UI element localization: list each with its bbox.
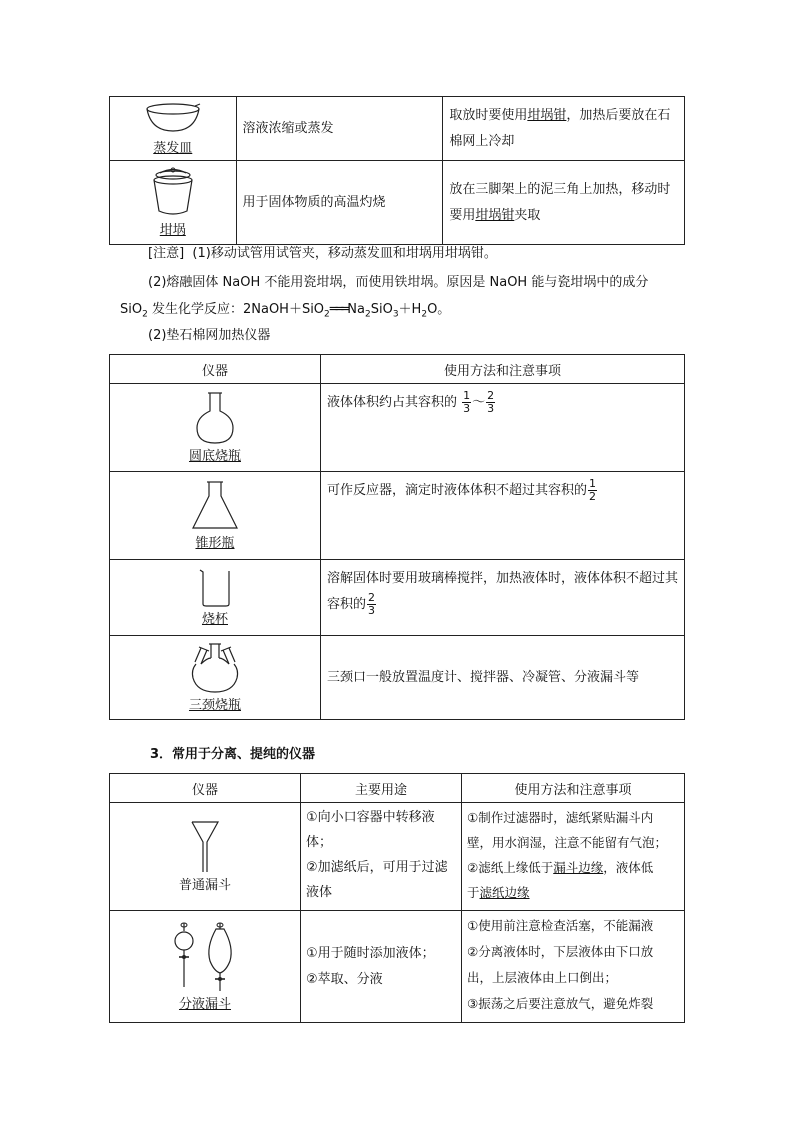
- table-row: [110, 472, 685, 560]
- notes-underlined: 漏斗边缘: [553, 860, 604, 875]
- fraction-den: 2: [589, 490, 597, 503]
- column-header: 仪器: [110, 774, 301, 803]
- notes-tool: 坩埚钳: [475, 207, 515, 223]
- table-row: [110, 803, 685, 911]
- usage-line: 液体: [306, 885, 333, 900]
- usage-line: ①向小口容器中转移液: [306, 810, 435, 825]
- fraction-den: 3: [368, 604, 376, 617]
- instrument-name: 分液漏斗: [178, 997, 231, 1012]
- instrument-name: 锥形瓶: [195, 536, 235, 551]
- instrument-cell: [110, 161, 237, 245]
- note-label: [注意]: [148, 246, 185, 261]
- table-row: [110, 911, 685, 1023]
- notes-line: ③振荡之后要注意放气，避免炸裂: [467, 996, 654, 1011]
- usage-line: ②加滤纸后，可用于过滤: [306, 860, 448, 875]
- funnel-icon: [110, 820, 300, 874]
- formula-sub: 2: [421, 309, 428, 320]
- instrument-cell: [110, 911, 301, 1023]
- note-line-3: [120, 300, 450, 325]
- usage-line: ②萃取、分液: [306, 971, 383, 987]
- notes-text: 夹取: [514, 207, 541, 223]
- crucible-icon: [110, 167, 236, 219]
- formula-sub: 2: [324, 309, 330, 320]
- equation-sign: ═══: [329, 302, 348, 317]
- table-header-row: [110, 774, 685, 803]
- table-header-row: [110, 355, 685, 384]
- table-separation: [109, 773, 685, 1023]
- notes-cell: [462, 911, 685, 1023]
- notes-underlined: 滤纸边缘: [479, 885, 530, 900]
- usage-cell: 溶液浓缩或蒸发: [236, 97, 443, 161]
- fraction: [588, 478, 597, 503]
- notes-text: ②滤纸上缘低于: [467, 860, 554, 875]
- notes-text: 于: [467, 885, 480, 900]
- separatory-funnel-icon: [110, 921, 300, 993]
- table-heating-direct: [109, 96, 685, 245]
- fraction-num: 1: [463, 389, 471, 402]
- table-row: [110, 97, 685, 161]
- notes-text: 可作反应器，滴定时液体体积不超过其容积的: [327, 483, 588, 498]
- notes-line: 壁，用水润湿，注意不能留有气泡；: [467, 835, 668, 850]
- fraction-num: 1: [589, 477, 597, 490]
- note-line-1: [148, 244, 497, 264]
- formula-part: SiO: [120, 302, 143, 317]
- formula-sub: 3: [392, 309, 399, 320]
- instrument-cell: [110, 636, 321, 720]
- round-bottom-flask-icon: [110, 391, 320, 445]
- notes-cell: [443, 161, 685, 245]
- usage-cell: [301, 911, 462, 1023]
- formula-part: 发生化学反应：2NaOH＋SiO: [147, 302, 325, 317]
- notes-line: [467, 880, 679, 905]
- notes-text: ，加热后要放在石棉网上冷却: [449, 107, 671, 149]
- instrument-name: 圆底烧瓶: [188, 449, 241, 464]
- notes-text: ，液体低: [603, 860, 654, 875]
- formula-part: ＋H: [398, 302, 422, 317]
- three-neck-flask-icon: [110, 642, 320, 694]
- notes-cell: [321, 384, 685, 472]
- range-sign: ～: [472, 395, 486, 410]
- instrument-cell: [110, 384, 321, 472]
- instrument-name: 蒸发皿: [153, 141, 193, 156]
- column-header: 仪器: [110, 355, 321, 384]
- notes-line: ②分离液体时，下层液体由下口放: [467, 944, 654, 959]
- formula-part: O。: [427, 302, 451, 317]
- table-row: [110, 560, 685, 636]
- notes-text: 溶解固体时要用玻璃棒搅拌，加热液体时，液体体积不超过其容积的: [327, 571, 679, 612]
- instrument-cell: [110, 472, 321, 560]
- notes-text: 取放时要使用: [449, 107, 528, 123]
- table-asbestos-heating: [109, 354, 685, 720]
- usage-line: 体；: [306, 835, 333, 850]
- evaporating-dish-icon: [110, 101, 236, 137]
- fraction-num: 2: [368, 591, 376, 604]
- notes-line: [467, 855, 679, 880]
- notes-line: ①制作过滤器时，滤纸紧贴漏斗内: [467, 810, 654, 825]
- instrument-name: 坩埚: [159, 223, 186, 238]
- column-header: 主要用途: [301, 774, 462, 803]
- notes-cell: [443, 97, 685, 161]
- usage-cell: 用于固体物质的高温灼烧: [236, 161, 443, 245]
- note-text: (1)移动试管用试管夹，移动蒸发皿和坩埚用坩埚钳。: [192, 246, 497, 261]
- table-row: [110, 161, 685, 245]
- table-row: [110, 636, 685, 720]
- instrument-name: 普通漏斗: [178, 878, 231, 893]
- conical-flask-icon: [110, 480, 320, 532]
- note-line-2: (2)熔融固体 NaOH 不能用瓷坩埚，而使用铁坩埚。原因是 NaOH 能与瓷坩埚中的成分: [148, 275, 649, 290]
- usage-cell: [301, 803, 462, 911]
- table-row: [110, 384, 685, 472]
- column-header: 使用方法和注意事项: [321, 355, 685, 384]
- formula-sub: 2: [364, 309, 371, 320]
- notes-line: 出，上层液体由上口倒出；: [467, 970, 618, 985]
- column-header: 使用方法和注意事项: [462, 774, 685, 803]
- notes-cell: [321, 560, 685, 636]
- notes-text: 液体体积约占其容积的: [327, 395, 458, 410]
- section-heading: (2)垫石棉网加热仪器: [148, 328, 271, 343]
- formula-part: SiO: [370, 302, 393, 317]
- formula-sub: 2: [142, 309, 148, 320]
- instrument-cell: [110, 97, 237, 161]
- notes-cell: [462, 803, 685, 911]
- fraction-den: 3: [463, 402, 471, 415]
- fraction: [462, 390, 471, 415]
- beaker-icon: [110, 568, 320, 608]
- notes-line: ①使用前注意检查活塞，不能漏液: [467, 918, 654, 933]
- notes-cell: 三颈口一般放置温度计、搅拌器、冷凝管、分液漏斗等: [321, 636, 685, 720]
- instrument-cell: [110, 560, 321, 636]
- notes-tool: 坩埚钳: [527, 107, 567, 123]
- fraction: [367, 592, 376, 617]
- formula-part: Na: [347, 302, 365, 317]
- instrument-name: 三颈烧瓶: [188, 698, 241, 713]
- fraction-den: 3: [487, 402, 495, 415]
- fraction-num: 2: [487, 389, 495, 402]
- notes-cell: [321, 472, 685, 560]
- section-heading: 3．常用于分离、提纯的仪器: [150, 747, 316, 762]
- instrument-cell: [110, 803, 301, 911]
- notes-text: 放在三脚架上的泥三角上加热，移动时要用: [449, 181, 671, 223]
- usage-line: ①用于随时添加液体；: [306, 945, 435, 961]
- instrument-name: 烧杯: [201, 612, 228, 627]
- fraction: [486, 390, 495, 415]
